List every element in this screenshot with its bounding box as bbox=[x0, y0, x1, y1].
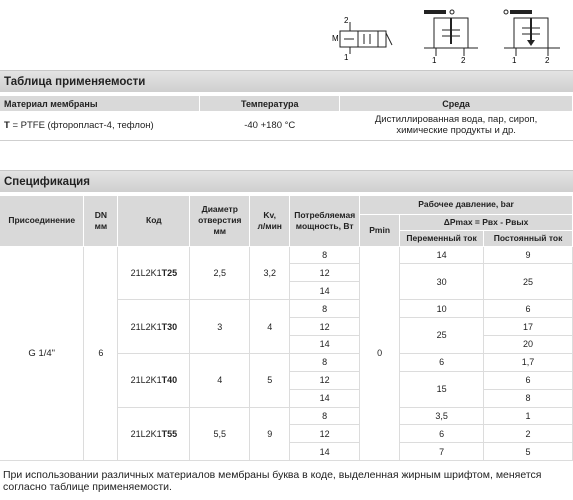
medium-line-2: химические продукты и др. bbox=[396, 125, 516, 137]
dc-pressure-cell: 6 bbox=[484, 300, 573, 318]
code-prefix: 21L2K1 bbox=[130, 321, 162, 332]
code-material-letter: T40 bbox=[161, 375, 178, 386]
kv-cell: 9 bbox=[250, 407, 290, 461]
ac-pressure-cell: 3,5 bbox=[400, 407, 484, 425]
header-diameter: Диаметр отверстия мм bbox=[190, 196, 250, 246]
code-material-letter: T55 bbox=[161, 428, 178, 439]
port-1-label: 1 bbox=[344, 53, 349, 62]
ac-pressure-cell: 30 bbox=[400, 264, 484, 300]
code-prefix: 21L2K1 bbox=[130, 267, 162, 278]
kv-cell: 5 bbox=[250, 353, 290, 407]
material-code: T bbox=[4, 119, 10, 131]
pmin-cell: 0 bbox=[360, 246, 400, 461]
power-cell: 14 bbox=[290, 443, 360, 461]
power-cell: 12 bbox=[290, 425, 360, 443]
code-cell bbox=[118, 246, 190, 300]
diagram-right-port-2: 2 bbox=[545, 56, 550, 64]
kv-cell: 3,2 bbox=[250, 246, 290, 300]
valve-closed-diagram-icon bbox=[420, 6, 480, 64]
header-material: Материал мембраны bbox=[0, 96, 200, 111]
power-cell: 12 bbox=[290, 264, 360, 282]
code-cell bbox=[118, 407, 190, 461]
power-cell: 8 bbox=[290, 407, 360, 425]
header-kv: Kv, л/мин bbox=[250, 196, 290, 246]
header-temperature: Температура bbox=[200, 96, 340, 111]
dc-pressure-cell: 25 bbox=[484, 264, 573, 300]
header-dc: Постоянный ток bbox=[484, 230, 573, 246]
diagram-left-port-2: 2 bbox=[461, 56, 466, 64]
header-pmin: Pmin bbox=[360, 214, 400, 246]
dc-pressure-cell: 6 bbox=[484, 371, 573, 389]
specification-body bbox=[0, 246, 573, 461]
header-medium: Среда bbox=[340, 96, 573, 111]
ac-pressure-cell: 10 bbox=[400, 300, 484, 318]
coil-label: M bbox=[332, 34, 339, 43]
power-cell: 14 bbox=[290, 335, 360, 353]
medium-cell bbox=[340, 111, 573, 140]
code-prefix: 21L2K1 bbox=[130, 428, 162, 439]
code-prefix: 21L2K1 bbox=[130, 375, 162, 386]
dn-cell: 6 bbox=[84, 246, 118, 461]
footnote-line-2: согласно таблице применяемости. bbox=[3, 481, 172, 493]
valve-schematic-icon bbox=[330, 14, 400, 64]
dc-pressure-cell: 8 bbox=[484, 389, 573, 407]
power-cell: 8 bbox=[290, 353, 360, 371]
footnote bbox=[3, 469, 571, 493]
diameter-cell: 5,5 bbox=[190, 407, 250, 461]
specification-table bbox=[0, 196, 573, 461]
kv-cell: 4 bbox=[250, 300, 290, 354]
dc-pressure-cell: 1 bbox=[484, 407, 573, 425]
header-code: Код bbox=[118, 196, 190, 246]
code-cell bbox=[118, 353, 190, 407]
ac-pressure-cell: 14 bbox=[400, 246, 484, 264]
power-cell: 14 bbox=[290, 389, 360, 407]
specification-section-title: Спецификация bbox=[0, 170, 573, 192]
applicability-table bbox=[0, 96, 573, 141]
header-ac: Переменный ток bbox=[400, 230, 484, 246]
dc-pressure-cell: 1,7 bbox=[484, 353, 573, 371]
diameter-cell: 4 bbox=[190, 353, 250, 407]
power-cell: 12 bbox=[290, 371, 360, 389]
power-cell: 12 bbox=[290, 318, 360, 336]
medium-line-1: Дистиллированная вода, пар, сироп, bbox=[374, 114, 538, 126]
dc-pressure-cell: 20 bbox=[484, 335, 573, 353]
ac-pressure-cell: 25 bbox=[400, 318, 484, 354]
applicability-row bbox=[0, 111, 573, 140]
power-cell: 8 bbox=[290, 300, 360, 318]
header-dn: DN мм bbox=[84, 196, 118, 246]
header-connection: Присоединение bbox=[0, 196, 84, 246]
table-row bbox=[0, 246, 573, 264]
valve-symbols bbox=[0, 0, 573, 68]
diagram-right-port-1: 1 bbox=[512, 56, 517, 64]
diameter-cell: 2,5 bbox=[190, 246, 250, 300]
header-dp: ΔPmax = Pвх - Pвых bbox=[400, 214, 573, 230]
diagram-left-port-1: 1 bbox=[432, 56, 437, 64]
power-cell: 14 bbox=[290, 282, 360, 300]
ac-pressure-cell: 6 bbox=[400, 425, 484, 443]
material-description: = PTFE (фторопласт-4, тефлон) bbox=[9, 119, 154, 131]
dc-pressure-cell: 9 bbox=[484, 246, 573, 264]
applicability-header-row bbox=[0, 96, 573, 111]
code-material-letter: T30 bbox=[161, 321, 178, 332]
connection-cell: G 1/4" bbox=[0, 246, 84, 461]
ac-pressure-cell: 7 bbox=[400, 443, 484, 461]
dc-pressure-cell: 5 bbox=[484, 443, 573, 461]
dc-pressure-cell: 17 bbox=[484, 318, 573, 336]
header-pressure: Рабочее давление, bar bbox=[360, 196, 573, 214]
diameter-cell: 3 bbox=[190, 300, 250, 354]
valve-open-diagram-icon bbox=[500, 6, 565, 64]
header-power: Потребляемая мощность, Вт bbox=[290, 196, 360, 246]
code-material-letter: T25 bbox=[161, 267, 178, 278]
code-cell bbox=[118, 300, 190, 354]
ac-pressure-cell: 15 bbox=[400, 371, 484, 407]
temperature-cell: -40 +180 °C bbox=[200, 111, 340, 140]
material-cell bbox=[0, 111, 200, 140]
power-cell: 8 bbox=[290, 246, 360, 264]
dc-pressure-cell: 2 bbox=[484, 425, 573, 443]
footnote-line-1: При использовании различных материалов мембраны буква в коде, выделенная жирным шрифтом, меняется bbox=[3, 469, 542, 481]
applicability-section-title: Таблица применяемости bbox=[0, 70, 573, 92]
ac-pressure-cell: 6 bbox=[400, 353, 484, 371]
port-2-label: 2 bbox=[344, 16, 349, 25]
